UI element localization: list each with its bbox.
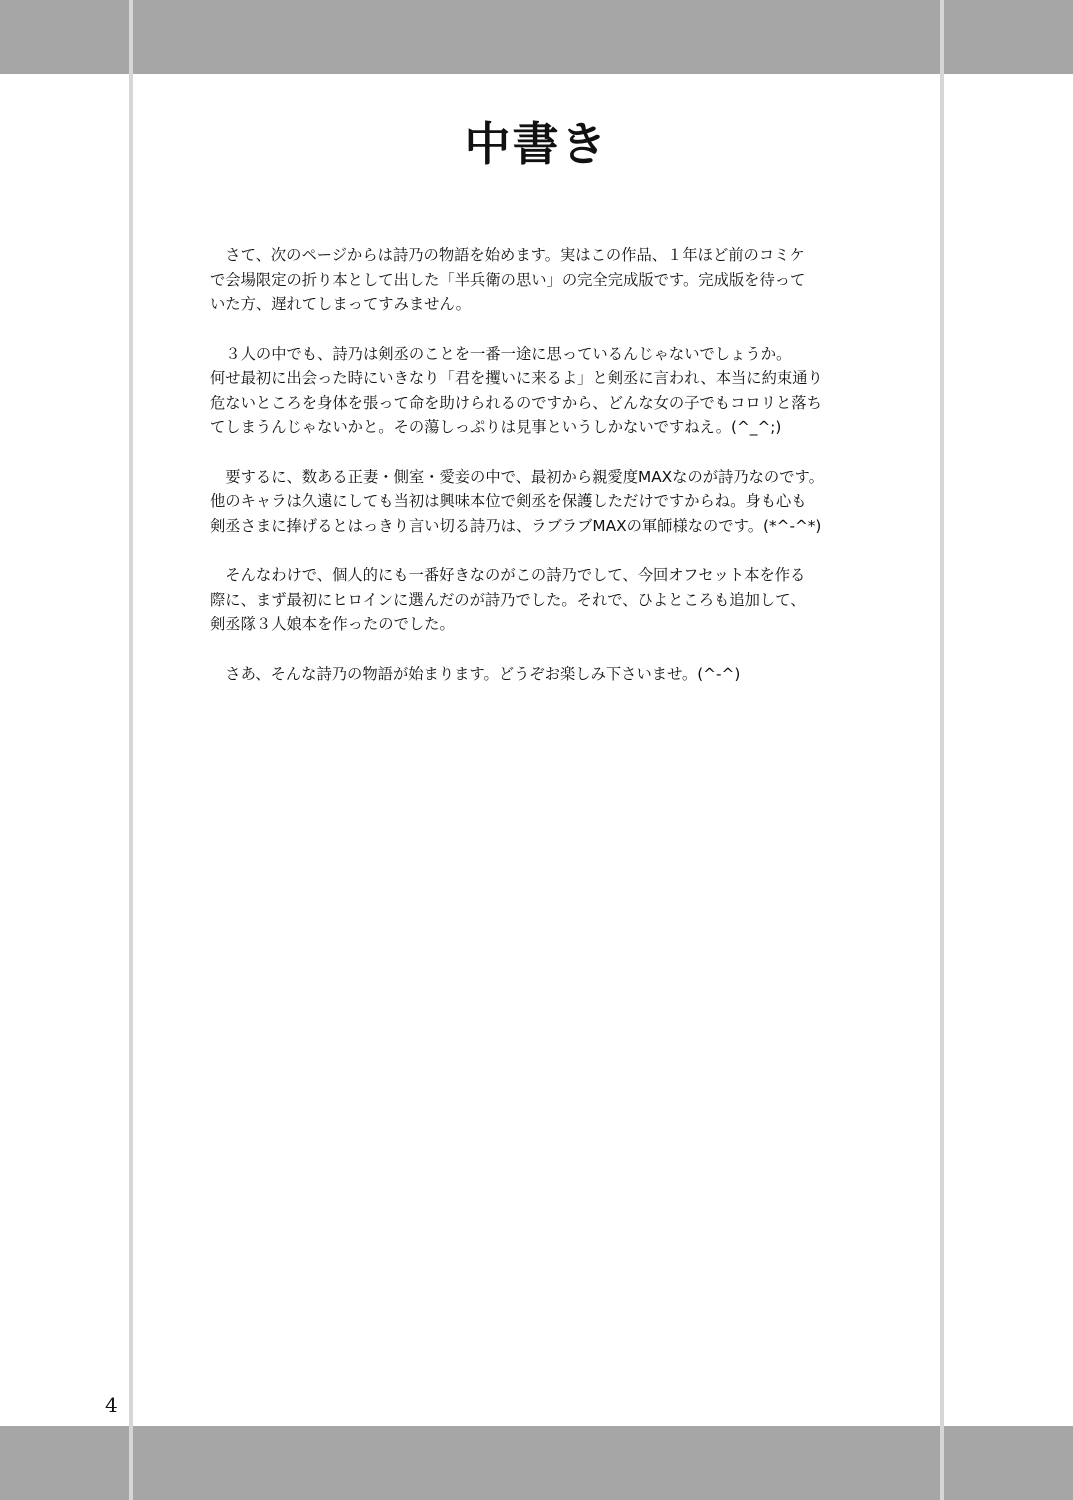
text-line: 他のキャラは久遠にしても当初は興味本位で剣丞を保護しただけですからね。身も心も <box>210 492 807 510</box>
text-line: さて、次のページからは詩乃の物語を始めます。実はこの作品、１年ほど前のコミケ <box>210 246 805 264</box>
paragraph-1 <box>210 243 870 317</box>
paragraph-4 <box>210 563 870 637</box>
text-line: いた方、遅れてしまってすみません。 <box>210 295 471 313</box>
top-border-band <box>0 0 1073 74</box>
text-line: 剣丞隊３人娘本を作ったのでした。 <box>210 615 455 633</box>
text-line: 何せ最初に出会った時にいきなり「君を攫いに来るよ」と剣丞に言われ、本当に約束通り <box>210 369 823 387</box>
text-line: 際に、まず最初にヒロインに選んだのが詩乃でした。それで、ひよところも追加して、 <box>210 590 806 609</box>
right-frame-line <box>940 0 944 1500</box>
body-text <box>210 243 870 711</box>
text-line: 剣丞さまに捧げるとはっきり言い切る詩乃は、ラブラブMAXの軍師様なのです。(*^-^*) <box>210 516 822 535</box>
text-line: てしまうんじゃないかと。その蕩しっぷりは見事というしかないですねえ。(^_^;) <box>210 418 782 436</box>
paragraph-5 <box>210 662 870 687</box>
left-frame-line <box>129 0 133 1500</box>
text-line: そんなわけで、個人的にも一番好きなのがこの詩乃でして、今回オフセット本を作る <box>210 566 806 584</box>
text-line: ３人の中でも、詩乃は剣丞のことを一番一途に思っているんじゃないでしょうか。 <box>210 344 792 363</box>
text-line: さあ、そんな詩乃の物語が始まります。どうぞお楽しみ下さいませ。(^-^) <box>210 664 741 683</box>
paragraph-2 <box>210 342 870 440</box>
text-line: 要するに、数ある正妻・側室・愛妾の中で、最初から親愛度MAXなのが詩乃なのです。 <box>210 467 824 486</box>
paragraph-3 <box>210 465 870 539</box>
text-line: 危ないところを身体を張って命を助けられるのですから、どんな女の子でもコロリと落ち <box>210 393 822 412</box>
bottom-border-band <box>0 1426 1073 1500</box>
page-number: 4 <box>105 1393 118 1417</box>
page-title: 中書き <box>464 117 609 171</box>
text-line: で会場限定の折り本として出した「半兵衛の思い」の完全完成版です。完成版を待って <box>210 270 806 289</box>
